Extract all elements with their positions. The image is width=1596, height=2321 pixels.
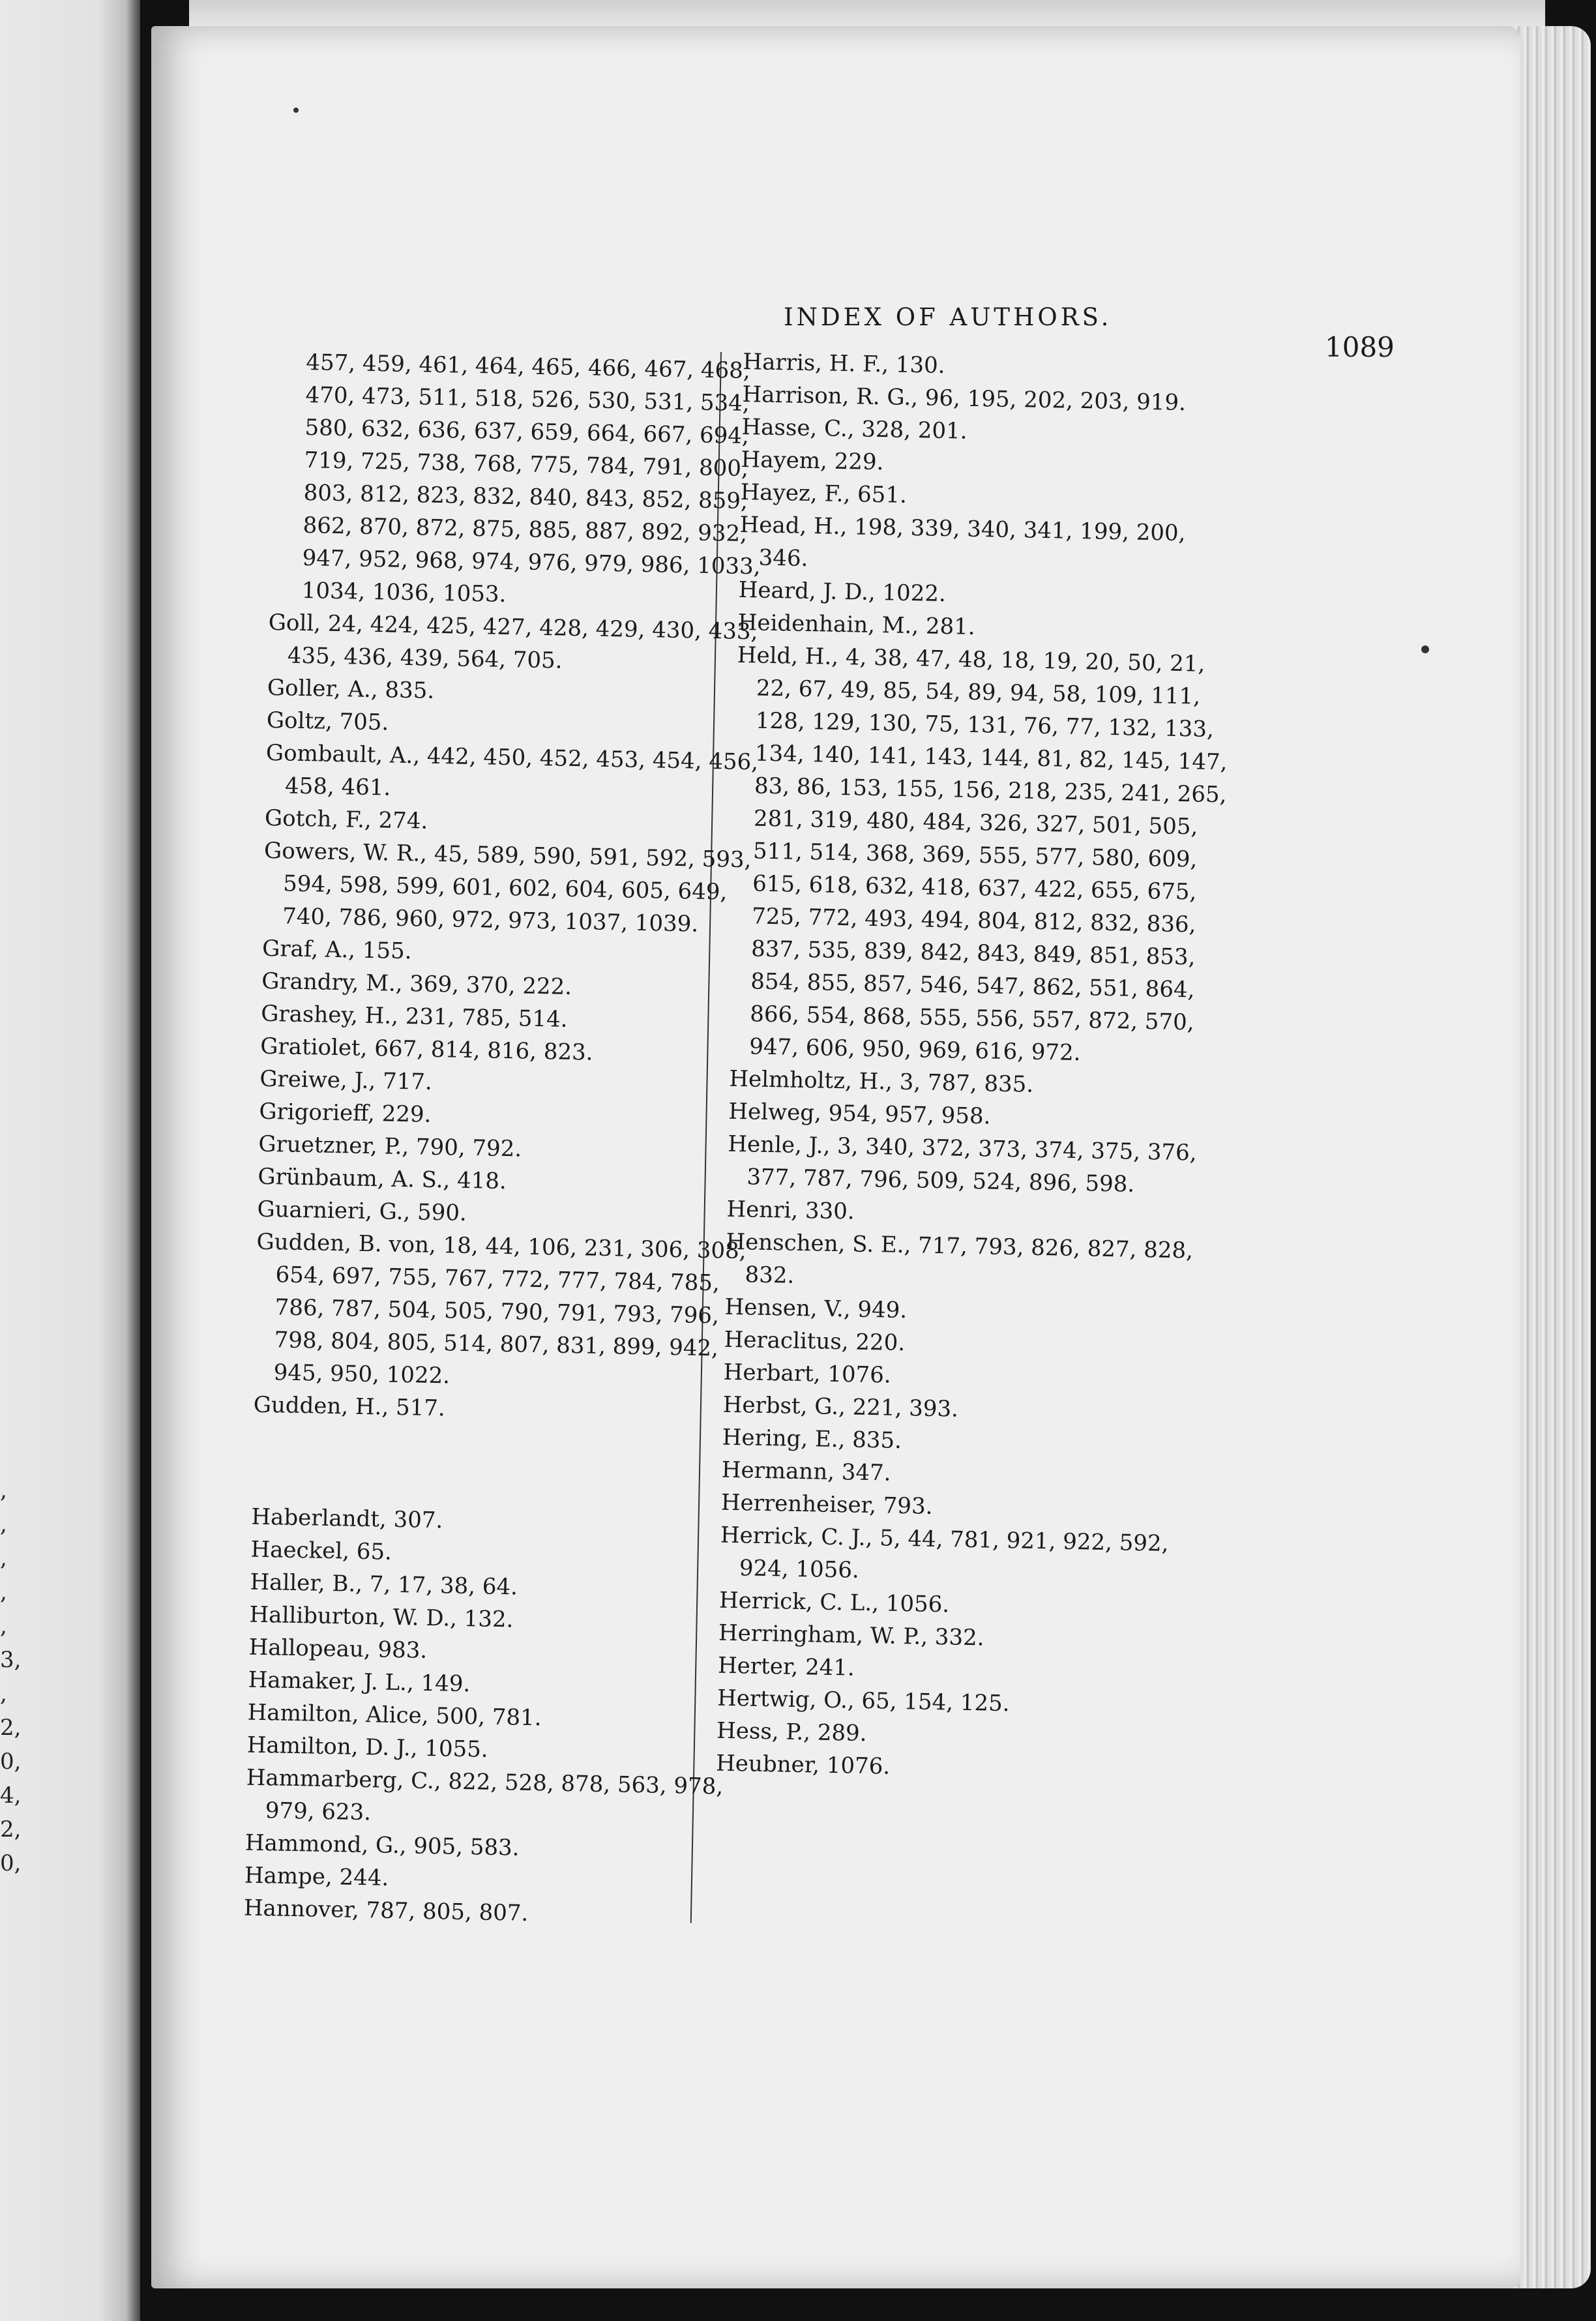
- index-entry: Goltz, 705.: [266, 707, 389, 736]
- index-entry: Gombault, A., 442, 450, 452, 453, 454, 456, 458, 461.: [265, 739, 759, 801]
- index-entry: Hering, E., 835.: [722, 1424, 902, 1454]
- index-entry: Hampe, 244.: [244, 1862, 389, 1891]
- index-entry: Herrick, C. L., 1056.: [718, 1587, 950, 1618]
- index-entry: Grashey, H., 231, 785, 514.: [260, 1000, 568, 1033]
- index-column-right: [716, 346, 1245, 1789]
- index-entry: Herter, 241.: [717, 1652, 855, 1681]
- index-entry: Haller, B., 7, 17, 38, 64.: [250, 1569, 518, 1601]
- index-entry: Grünbaum, A. S., 418.: [258, 1163, 507, 1195]
- facing-page-mark: ,: [0, 1511, 7, 1537]
- index-entry: Gudden, B. von, 18, 44, 106, 231, 306, 308, 654, 697, 755, 767, 772, 777, 784, 785, 786, 787, 504, 505, 790, 791, 793, 796, 798, 804, 805, 514, 807, 831, 899, 942, 945, 950, 1022.: [256, 1228, 746, 1389]
- facing-page-mark: 4,: [0, 1782, 22, 1809]
- index-entry: Goller, A., 835.: [267, 674, 435, 704]
- index-entry: Haberlandt, 307.: [251, 1503, 443, 1534]
- index-entry: Hammarberg, C., 822, 528, 878, 563, 978, 979, 623.: [246, 1764, 724, 1826]
- index-entry: Heidenhain, M., 281.: [737, 609, 976, 640]
- index-entry: Hasse, C., 328, 201.: [741, 413, 968, 445]
- index-entry: Hayez, F., 651.: [740, 479, 908, 509]
- facing-page-mark: ,: [0, 1681, 7, 1707]
- facing-page-mark: ,: [0, 1613, 7, 1639]
- ink-speck: [293, 108, 299, 113]
- index-entry: Guarnieri, G., 590.: [257, 1196, 467, 1226]
- index-entry: Halliburton, W. D., 132.: [249, 1601, 514, 1633]
- letter-section-gap: [252, 1443, 755, 1488]
- index-entry: Graf, A., 155.: [261, 935, 412, 965]
- index-entry: Hensen, V., 949.: [724, 1294, 908, 1324]
- index-entry: Head, H., 198, 339, 340, 341, 199, 200, 346.: [739, 511, 1186, 572]
- running-head: INDEX OF AUTHORS.: [784, 303, 1112, 331]
- index-entry: Gudden, H., 517.: [253, 1391, 446, 1422]
- index-entry: Henle, J., 3, 340, 372, 373, 374, 375, 376, 377, 787, 796, 509, 524, 896, 598.: [728, 1131, 1197, 1198]
- index-entry: Hannover, 787, 805, 807.: [243, 1895, 529, 1927]
- index-entry: Gratiolet, 667, 814, 816, 823.: [259, 1033, 593, 1066]
- index-entry: Hess, P., 289.: [716, 1717, 867, 1747]
- facing-page-mark: 2,: [0, 1816, 22, 1842]
- index-entry: Herbst, G., 221, 393.: [722, 1391, 959, 1423]
- index-entry: Gowers, W. R., 45, 589, 590, 591, 592, 593, 594, 598, 599, 601, 602, 604, 605, 649, 740, 786, 960, 972, 973, 1037, 1039.: [263, 837, 752, 938]
- index-entry: 457, 459, 461, 464, 465, 466, 467, 468, 470, 473, 511, 518, 526, 530, 531, 534, 580, 632, 636, 637, 659, 664, 667, 694, 719, 725, 738, 768, 775, 784, 791, 800, 803, 812, 823, 832, 840, 843, 852, 859, 862, 870, 872, 875, 885, 887, 892, 932, 947, 952, 968, 974, 976, 979, 986, 1033, 1034, 1036, 1053.: [301, 349, 761, 608]
- index-entry: Held, H., 4, 38, 47, 48, 18, 19, 20, 50, 21, 22, 67, 49, 85, 54, 89, 94, 58, 109, 111, 128, 129, 130, 75, 131, 76, 77, 132, 133, 134, 140, 141, 143, 144, 81, 82, 145, 147, 83, 86, 153, 155, 156, 218, 235, 241, 265, 281, 319, 480, 484, 326, 327, 501, 505, 511, 514, 368, 369, 555, 577, 580, 609, 615, 618, 632, 418, 637, 422, 655, 675, 725, 772, 493, 494, 804, 812, 832, 836, 837, 535, 839, 842, 843, 849, 851, 853, 854, 855, 857, 546, 547, 862, 551, 864, 866, 554, 868, 555, 556, 557, 872, 570, 947, 606, 950, 969, 616, 972.: [737, 642, 1228, 1067]
- facing-page-mark: 2,: [0, 1715, 22, 1741]
- index-entry: Heard, J. D., 1022.: [738, 576, 947, 608]
- facing-page-marks: [0, 1473, 20, 1930]
- index-entry: Hermann, 347.: [721, 1456, 891, 1486]
- index-entry: Gotch, F., 274.: [264, 805, 428, 835]
- index-entry: Helmholtz, H., 3, 787, 835.: [729, 1065, 1034, 1098]
- facing-page-mark: 0,: [0, 1749, 22, 1775]
- index-column-left: [244, 346, 776, 1934]
- index-entry: Henschen, S. E., 717, 793, 826, 827, 828, 832.: [726, 1228, 1194, 1289]
- index-entry: Herrenheiser, 793.: [720, 1489, 933, 1520]
- page-number: 1089: [1325, 331, 1395, 363]
- index-entry: Hamilton, D. J., 1055.: [246, 1732, 489, 1763]
- index-entry: Herbart, 1076.: [723, 1359, 892, 1389]
- index-entry: Harris, H. F., 130.: [743, 348, 945, 379]
- index-entry: Henri, 330.: [726, 1196, 855, 1225]
- facing-page-edge: [0, 0, 140, 2321]
- index-entry: Haeckel, 65.: [250, 1536, 392, 1565]
- index-entry: Gruetzner, P., 790, 792.: [258, 1131, 522, 1162]
- index-entry: Heraclitus, 220.: [724, 1326, 906, 1357]
- index-entry: Hertwig, O., 65, 154, 125.: [717, 1685, 1010, 1717]
- facing-page-mark: 3,: [0, 1647, 22, 1673]
- facing-page-mark: ,: [0, 1545, 7, 1571]
- index-entry: Harrison, R. G., 96, 195, 202, 203, 919.: [742, 381, 1187, 417]
- index-entry: Helweg, 954, 957, 958.: [728, 1098, 991, 1130]
- index-entry: Goll, 24, 424, 425, 427, 428, 429, 430, 433, 435, 436, 439, 564, 705.: [268, 609, 758, 674]
- index-entry: Herringham, W. P., 332.: [718, 1619, 984, 1651]
- index-entry: Greiwe, J., 717.: [259, 1065, 433, 1095]
- index-entry: Grandry, M., 369, 370, 222.: [261, 968, 572, 1000]
- index-entry: Heubner, 1076.: [715, 1750, 891, 1780]
- index-entry: Hammond, G., 905, 583.: [244, 1829, 520, 1861]
- ink-speck: [1421, 645, 1429, 653]
- index-entry: Herrick, C. J., 5, 44, 781, 921, 922, 592, 924, 1056.: [720, 1522, 1169, 1584]
- index-entry: Hamaker, J. L., 149.: [248, 1666, 471, 1698]
- facing-page-mark: ,: [0, 1579, 7, 1605]
- facing-page-mark: ,: [0, 1477, 7, 1503]
- index-entry: Hamilton, Alice, 500, 781.: [247, 1699, 542, 1732]
- index-entry: Hallopeau, 983.: [248, 1634, 428, 1664]
- index-entry: Grigorieff, 229.: [259, 1098, 432, 1128]
- facing-page-mark: 0,: [0, 1850, 22, 1876]
- index-entry: Hayem, 229.: [741, 446, 884, 476]
